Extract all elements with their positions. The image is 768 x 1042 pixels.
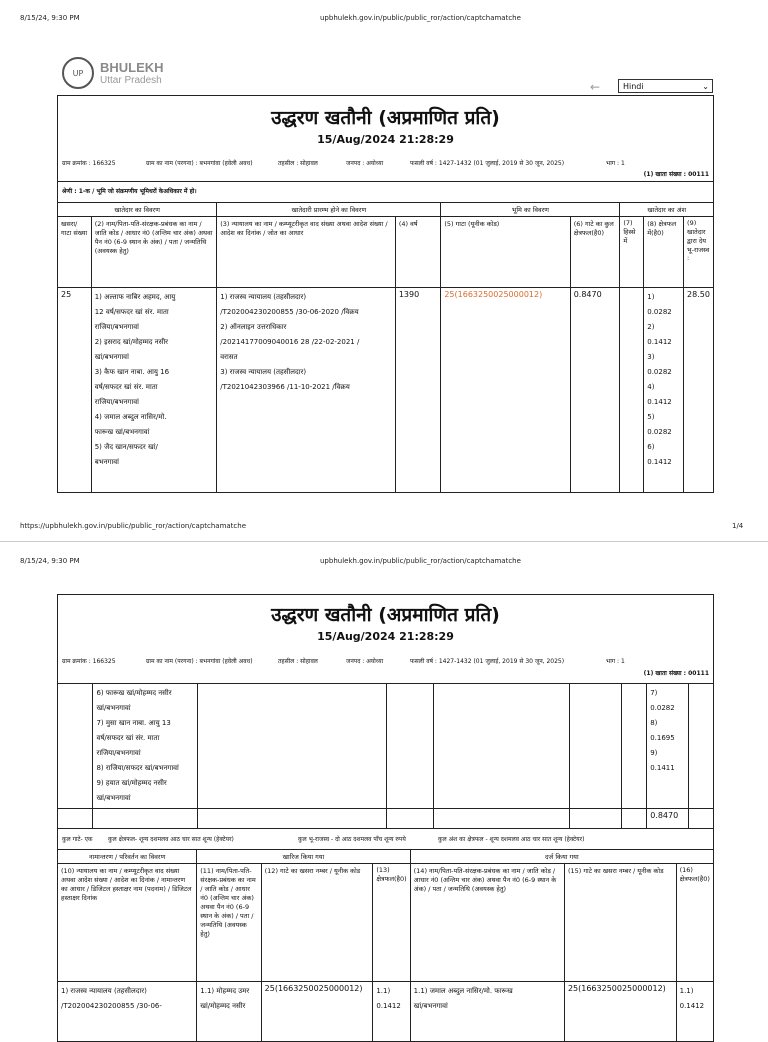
col-header: खसरा/ गाटा संख्या [58, 217, 92, 288]
summary-total-gata: कुल गाटे- एक [62, 836, 93, 843]
village-code: ग्राम क्रमांक : 166325 [62, 160, 116, 167]
table-row [58, 288, 714, 493]
col-header: (9) खातेदार द्वारा देय भू-राजस्व : [684, 217, 714, 288]
fasli-year: फसली वर्ष : 1427-1432 (01 जुलाई, 2019 से 30 जून, 2025) [410, 160, 565, 167]
share-cell-cont: 7) 0.0282 8) 0.1695 9) 0.1411 [647, 684, 689, 809]
tehsil: तहसील : सोहावल [278, 160, 318, 167]
col-header: (11) नाम/पिता-पति-संरक्षक-प्रबंधक का नाम / जाति कोड / आधार नं0 (अन्तिम चार अंक) अथवा पैन नं0 (6-9 स्थान के अंक) / पता / जन्मतिथि (अवयस्क हेतु) [197, 864, 261, 982]
col-header: (16) क्षेत्रफल(है0) [676, 864, 713, 982]
table-row: 1) राजस्व न्यायालय (तहसीलदार) /T202004230200855 /30-06- 1.1) मोहम्मद उमर खां/मोहम्मद नसीर 25(1663250025000012) 1.1) 0.1412 1.1) जमाल अब्दुल नासिर/मो. फारूख खां/बभनगावां 25(1663250025000012) 1.1) 0.1412 [58, 982, 714, 1042]
village-code-2: ग्राम क्रमांक : 166325 [62, 658, 116, 665]
group-entered: दर्ज किया गया [410, 850, 713, 864]
doc-datetime: 15/Aug/2024 21:28:29 [317, 133, 454, 146]
summary-area: कुल क्षेत्रफल- शून्य दशमलव आठ चार सात शून्य (हेक्टेयर) [108, 836, 234, 843]
print-datetime: 8/15/24, 9:30 PM [20, 14, 80, 22]
print-datetime-2: 8/15/24, 9:30 PM [20, 557, 80, 565]
language-value: Hindi [623, 81, 644, 91]
group-land: भूमि का विवरण [441, 203, 620, 217]
footer-page: 1/4 [732, 522, 744, 530]
doc-title-2: उद्धरण खतौनी (अप्रमाणित प्रति) [271, 604, 500, 626]
group-mutation: नामान्तरण / परिवर्तन का विवरण [58, 850, 197, 864]
col-header: (8) क्षेत्रफल में(है0) [644, 217, 684, 288]
doc-datetime-2: 15/Aug/2024 21:28:29 [317, 630, 454, 643]
fasli-year-2: फसली वर्ष : 1427-1432 (01 जुलाई, 2019 से 30 जून, 2025) [410, 658, 565, 665]
col-header: (14) नाम/पिता-पति-संरक्षक-प्रबंधक का नाम / जाति कोड / आधार नं0 (अन्तिम चार अंक) अथवा पैन नं0 (6-9 स्थान के अंक) / पता / जन्मतिथि (अवयस्क हेतु) [410, 864, 564, 982]
year-cell: 1390 [395, 288, 441, 493]
summary-revenue: कुल भू-राजस्व - दो आठ दशमलव पाँच शून्य रुपये [298, 836, 406, 843]
col-header: (7) हिस्से में [620, 217, 644, 288]
revenue-cell: 28.50 [684, 288, 714, 493]
print-url: upbhulekh.gov.in/public/public_ror/action/captchamatche [320, 14, 521, 22]
chevron-down-icon: ⌄ [702, 81, 709, 91]
names-cell-cont: 6) फारूख खां/मोहम्मद नसीर खां/बभनगावां 7) मुसा खान नाबा. आयु 13 वर्ष/सफदर खां संर. माता राजिया/बभनगावां 8) राजिया/सफदर खां/बभनगावां 9) हयात खां/मोहम्मद नसीर खां/बभनगावां [93, 684, 197, 809]
share-cell: 1) 0.0282 2) 0.1412 3) 0.0282 4) 0.1412 5) 0.0282 6) 0.1412 [644, 288, 684, 493]
col-header: (2) नाम/पिता-पति-संरक्षक-प्रबंधक का नाम / जाति कोड / आधार नं0 (अन्तिम चार अंक) अथवा पैन नं0 (6-9 स्थान के अंक) / पता / जन्मतिथि (अवयस्क हेतु) [91, 217, 217, 288]
up-emblem-logo: UP [62, 57, 94, 89]
language-select[interactable] [618, 79, 713, 93]
col-header: (6) गाटे का कुल क्षेत्रफल(है0) [570, 217, 620, 288]
gata-link[interactable]: 25(1663250025000012) [441, 288, 570, 493]
col-header: (4) वर्ष [395, 217, 441, 288]
col-header: (3) न्यायालय का नाम / कम्प्यूटरीकृत वाद संख्या अथवा आदेश संख्या / आदेश का दिनांक / जोत का आधार [217, 217, 396, 288]
brand-sub: Uttar Pradesh [100, 75, 162, 86]
back-arrow-icon[interactable]: ← [590, 80, 601, 94]
khatauni-page-1 [57, 95, 714, 493]
col-header: (13) क्षेत्रफल(है0) [373, 864, 410, 982]
khatedar-table [57, 202, 714, 493]
village-name-2: ग्राम का नाम (परगना) : बभनगांवा (हवेली अवध) [146, 658, 253, 665]
tehsil-2: तहसील : सोहावल [278, 658, 318, 665]
col-header: (12) गाटे का खसरा नम्बर / यूनीक कोड [261, 864, 373, 982]
serial-cell: 25 [58, 288, 92, 493]
summary-share: कुल अंश का क्षेत्रफल - शून्य दशमलव आठ चार सात शून्य (हेक्टेयर) [438, 836, 585, 843]
table-row [58, 684, 714, 809]
names-cell: 1) अल्ताफ नाबिर अहमद, आयु 12 वर्ष/सफदर खां संर. माता राजिया/बभनगावां 2) इसराद खां/मोहम्मद नसीर खां/बभनगावां 3) कैफ खान नाबा. आयु 16 वर्ष/सफदर खां संर. माता राजिया/बभनगावां 4) जमाल अब्दुल नासिर/मो. फारूख खां/बभनगावां 5) जैद खान/सफदर खां/ बभनगावां [91, 288, 217, 493]
area-cell: 0.8470 [570, 288, 620, 493]
col-header: (10) न्यायालय का नाम / कम्प्यूटरीकृत वाद संख्या अथवा आदेश संख्या / आदेश का दिनांक / नामान्तरण का आधार / डिजिटल हस्ताक्षर नाम (पदनाम) / डिजिटल हस्ताक्षर दिनांक [58, 864, 197, 982]
total-area-cell: 0.8470 [647, 809, 689, 829]
orders-cell: 1) राजस्व न्यायालय (तहसीलदार) /T202004230200855 /30-06-2020 /विक्रय 2) ऑनलाइन उत्तराधिकार /20214177009040016 28 /22-02-2021 / वरासत 3) राजस्व न्यायालय (तहसीलदार) /T2021042303966 /11-10-2021 /विक्रय [217, 288, 396, 493]
doc-title: उद्धरण खतौनी (अप्रमाणित प्रति) [271, 107, 500, 129]
khata-number: (1) खाता संख्या : 00111 [643, 171, 709, 178]
mutation-table [57, 849, 714, 1042]
group-khatedar: खातेदार का विवरण [58, 203, 217, 217]
khata-number-2: (1) खाता संख्या : 00111 [643, 670, 709, 677]
bhag-2: भाग : 1 [606, 658, 625, 665]
hisse-cell [620, 288, 644, 493]
total-row [58, 809, 714, 829]
group-removed: खारिज किया गया [197, 850, 410, 864]
footer-url: https://upbhulekh.gov.in/public/public_ror/action/captchamatche [20, 522, 247, 530]
group-share: खातेदार का अंश [620, 203, 714, 217]
bhag: भाग : 1 [606, 160, 625, 167]
print-url-2: upbhulekh.gov.in/public/public_ror/action/captchamatche [320, 557, 521, 565]
district: जनपद : अयोध्या [346, 160, 384, 167]
district-2: जनपद : अयोध्या [346, 658, 384, 665]
shreni: श्रेणी : 1-क / भूमि जो संक्रमणीय भूमिधरों केअधिकार में हो। [62, 188, 197, 195]
col-header: (5) गाटा (यूनीक कोड) [441, 217, 570, 288]
brand-name: BHULEKH [100, 60, 164, 75]
group-start: खातेदारी प्रारम्भ होने का विवरण [217, 203, 441, 217]
village-name: ग्राम का नाम (परगना) : बभनगांवा (हवेली अवध) [146, 160, 253, 167]
col-header: (15) गाटे का खसरा नम्बर / यूनीक कोड [564, 864, 676, 982]
khatauni-page-2 [57, 594, 714, 1034]
khatedar-table-cont [57, 683, 714, 829]
